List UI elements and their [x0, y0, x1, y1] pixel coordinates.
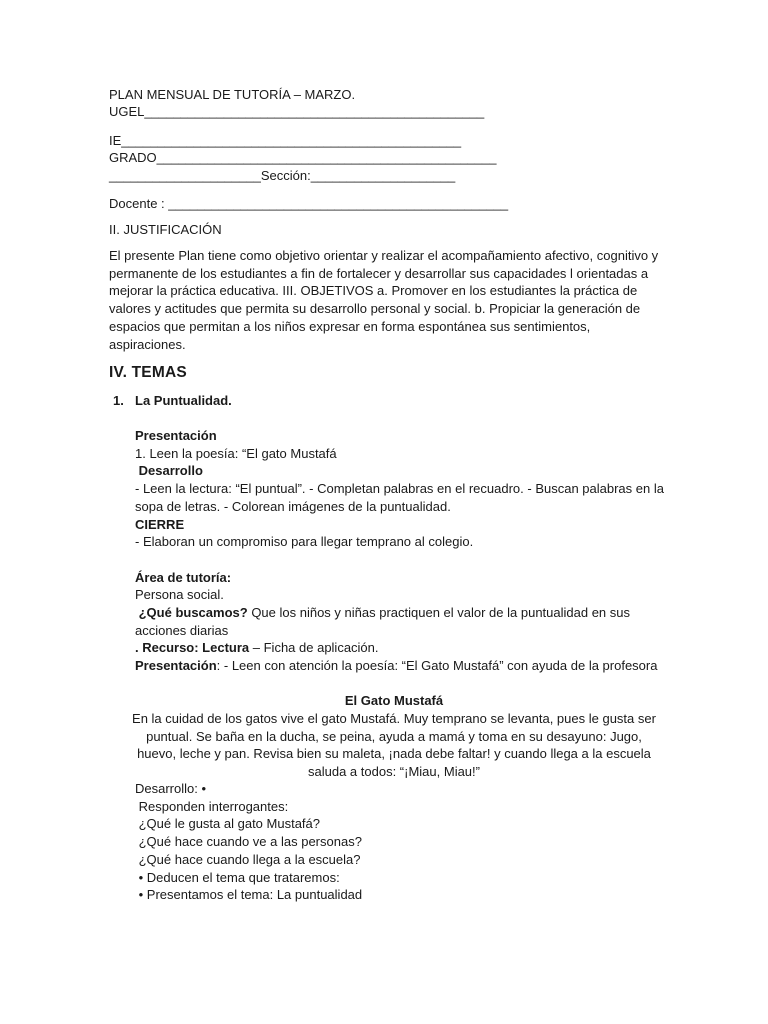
- desarrollo2-label: Desarrollo: •: [135, 781, 207, 796]
- recurso-line: [135, 639, 665, 657]
- que-buscamos-text: Que los niños y niñas practiquen el valor de la puntualidad en sus acciones diarias: [135, 605, 631, 638]
- seccion-line: _____________________Sección:____________________: [109, 168, 456, 183]
- justificacion-paragraph: El presente Plan tiene como objetivo orientar y realizar el acompañamiento afectivo, cognitivo y permanente de los estudiantes a fin de fortalecer y desarrollar sus capacidades l orientadas a mejorar la práctica educativa. III. OBJETIVOS a. Promover en los estudiantes la práctica de valores y actitudes que permita su desarrollo personal y social. b. Propiciar la generación de espacios que permitan a los niños expresar en forma espontánea sus sentimientos, aspiraciones.: [109, 248, 659, 352]
- recurso-label: . Recurso: Lectura: [135, 640, 250, 656]
- desarrollo2-line: ¿Qué le gusta al gato Mustafá?: [135, 816, 320, 832]
- presentacion2-line: [135, 657, 665, 675]
- docente-line: Docente : _______________________________________________: [109, 196, 509, 211]
- desarrollo2-line: • Deducen el tema que trataremos:: [135, 869, 340, 885]
- desarrollo2-line: ¿Qué hace cuando llega a la escuela?: [135, 851, 361, 867]
- desarrollo2-line: Responden interrogantes:: [135, 798, 289, 814]
- presentacion-text: 1. Leen la poesía: “El gato Mustafá: [135, 445, 337, 461]
- recurso-text: – Ficha de aplicación.: [249, 640, 379, 656]
- desarrollo2-line: • Presentamos el tema: La puntualidad: [135, 887, 363, 903]
- desarrollo2-block: [135, 780, 665, 904]
- que-buscamos-label: ¿Qué buscamos?: [135, 605, 248, 621]
- area-label: Área de tutoría:: [135, 569, 232, 585]
- tema-content: [135, 427, 665, 675]
- presentacion2-text: : - Leen con atención la poesía: “El Gato Mustafá” con ayuda de la profesora: [216, 658, 658, 674]
- area-value: Persona social.: [135, 587, 224, 603]
- desarrollo2-line: ¿Qué hace cuando ve a las personas?: [135, 834, 362, 850]
- que-buscamos-line: [135, 604, 665, 639]
- desarrollo-text: - Leen la lectura: “El puntual”. - Completan palabras en el recuadro. - Buscan palabras en la sopa de letras. - Colorean imágenes de la puntualidad.: [135, 481, 664, 514]
- presentacion-label: Presentación: [135, 428, 217, 443]
- poem-text: En la cuidad de los gatos vive el gato Mustafá. Muy temprano se levanta, pues le gusta ser puntual. Se baña en la ducha, se peina, ayuda a mamá y toma en su desayuno: Jugo, huevo, leche y pan. Revisa bien su maleta, ¡nada debe faltar! y cuando llega a la escuela saluda a todos: “¡Miau, Miau!”: [132, 711, 656, 780]
- poem-title: El Gato Mustafá: [344, 693, 444, 708]
- cierre-label: CIERRE: [135, 516, 185, 532]
- cierre-text: - Elaboran un compromiso para llegar temprano al colegio.: [135, 534, 474, 550]
- desarrollo-label: Desarrollo: [135, 463, 203, 479]
- tema-item-number: 1.: [113, 393, 124, 408]
- document-title: PLAN MENSUAL DE TUTORÍA – MARZO.: [109, 87, 356, 102]
- justificacion-heading: II. JUSTIFICACIÓN: [109, 222, 222, 237]
- temas-heading: IV. TEMAS: [109, 364, 187, 381]
- presentacion2-label: Presentación: [135, 658, 217, 674]
- tema-item-title: La Puntualidad.: [135, 393, 232, 408]
- ugel-line: UGEL_______________________________________________: [109, 104, 485, 119]
- grado-line: GRADO_______________________________________________: [109, 150, 497, 165]
- ie-line: IE_______________________________________________: [109, 133, 462, 148]
